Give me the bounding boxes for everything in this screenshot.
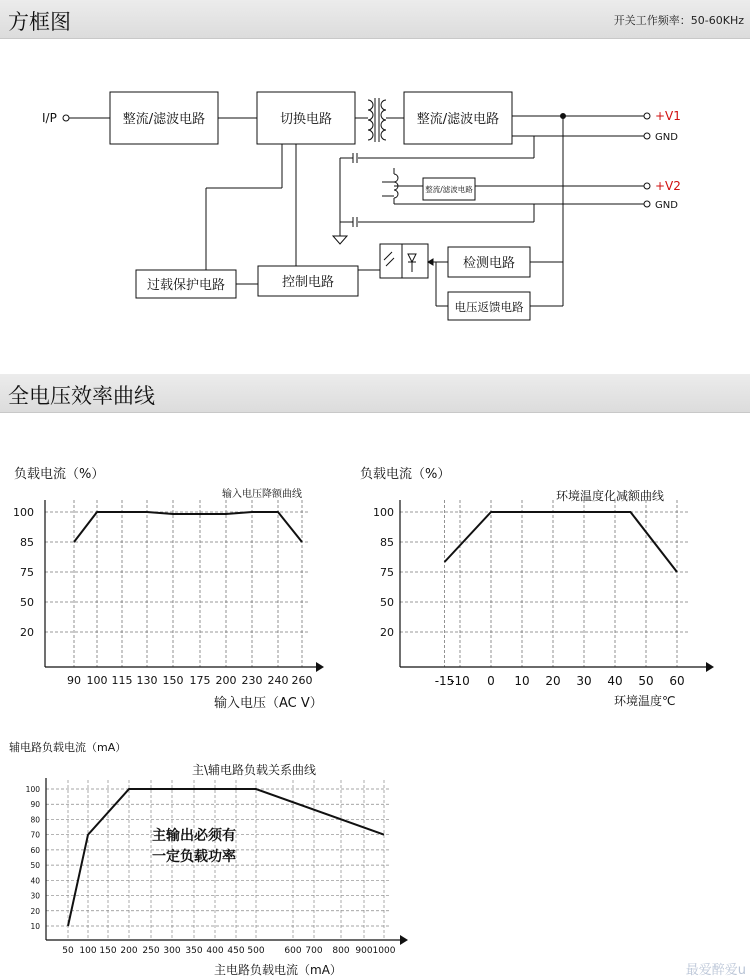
block-diagram <box>42 92 681 320</box>
chart-main-aux-load-relation <box>9 740 408 977</box>
chart3-annotation-line1: 主输出必须有 <box>152 828 236 844</box>
transformer-icon <box>368 98 386 142</box>
chart3-xtick: 150 <box>99 946 117 956</box>
chart3-xtick: 100 <box>79 946 97 956</box>
chart1-ytick: 100 <box>13 506 34 519</box>
chart3-annotation-line2: 一定负载功率 <box>152 849 236 865</box>
chart3-ytick: 80 <box>30 815 40 825</box>
chart1-xtick: 100 <box>86 674 108 687</box>
chart1-series-line <box>74 512 302 542</box>
chart3-xlabel: 主电路负载电流（mA） <box>214 963 342 977</box>
chart1-xtick: 240 <box>267 674 289 687</box>
chart2-ytick: 50 <box>380 596 394 609</box>
chart1-xlabel: 输入电压（AC V） <box>214 696 323 711</box>
chart3-xtick: 250 <box>142 946 160 956</box>
control-circuit-label: 控制电路 <box>281 275 335 290</box>
chart3-ytick: 60 <box>30 845 40 855</box>
chart2-xtick: 10 <box>514 674 530 688</box>
chart3-xtick: 800 <box>332 946 350 956</box>
frequency-note: 开关工作频率：50-60KHz <box>613 14 744 27</box>
chart2-xtick: 30 <box>576 674 592 688</box>
chart1-xtick: 260 <box>291 674 313 687</box>
chart2-xtick: 0 <box>487 674 495 688</box>
section-title: 全电压效率曲线 <box>8 384 155 408</box>
chart1-xtick: 90 <box>67 674 81 687</box>
output-gnd2-label: GND <box>655 200 678 211</box>
chart3-title: 主\辅电路负载关系曲线 <box>192 763 317 777</box>
chart3-xtick: 1000 <box>372 946 396 956</box>
switch-circuit-label: 切换电路 <box>279 112 333 127</box>
watermark: 最爱醉爱u <box>685 963 746 978</box>
detection-circuit-label: 检测电路 <box>462 256 516 271</box>
chart3-xtick: 450 <box>227 946 245 956</box>
chart1-ytick: 75 <box>20 566 34 579</box>
chart2-xtick: 50 <box>638 674 654 688</box>
chart3-ytick: 20 <box>30 906 40 916</box>
input-label: I/P <box>42 111 57 125</box>
chart3-ytick: 70 <box>30 830 40 840</box>
chart1-ytick: 20 <box>20 626 34 639</box>
output-v2-label: +V2 <box>655 179 681 193</box>
chart3-ytick: 90 <box>30 800 40 810</box>
rectifier-filter-label: 整流/滤波电路 <box>122 112 206 127</box>
chart3-xtick: 50 <box>62 946 74 956</box>
chart-input-voltage-derating <box>13 466 324 711</box>
chart2-ytick: 75 <box>380 566 394 579</box>
chart1-xtick: 230 <box>241 674 263 687</box>
rectifier-filter-label: 整流/滤波电路 <box>416 112 500 127</box>
chart3-xtick: 500 <box>247 946 265 956</box>
chart3-xtick: 350 <box>185 946 203 956</box>
output-gnd1-label: GND <box>655 132 678 143</box>
chart3-ytick: 30 <box>30 891 40 901</box>
chart1-xtick: 200 <box>215 674 237 687</box>
chart3-ytick: 100 <box>25 785 40 794</box>
chart2-xtick: -10 <box>450 674 470 688</box>
chart1-xtick: 130 <box>136 674 158 687</box>
chart2-ytick: 20 <box>380 626 394 639</box>
chart2-ylabel: 负载电流（%） <box>360 467 451 482</box>
chart2-xtick: 40 <box>607 674 623 688</box>
chart1-ylabel: 负载电流（%） <box>14 467 105 482</box>
chart2-ytick: 100 <box>373 506 394 519</box>
chart3-ytick: 10 <box>30 922 40 931</box>
rectifier-filter-label: 整流/滤波电路 <box>425 185 473 194</box>
overload-protection-label: 过载保护电路 <box>146 278 226 293</box>
chart2-title: 环境温度化减额曲线 <box>556 489 665 503</box>
chart3-xtick: 200 <box>120 946 138 956</box>
chart1-ytick: 85 <box>20 536 34 549</box>
output-v1-label: +V1 <box>655 109 681 123</box>
chart1-xtick: 175 <box>189 674 211 687</box>
chart2-xtick: 20 <box>545 674 561 688</box>
chart1-ytick: 50 <box>20 596 34 609</box>
chart3-xtick: 400 <box>206 946 224 956</box>
chart3-ytick: 50 <box>30 861 40 871</box>
chart3-xtick: 300 <box>163 946 181 956</box>
chart-ambient-temperature-derating <box>360 466 714 708</box>
chart1-title: 输入电压降额曲线 <box>222 489 302 500</box>
chart2-xlabel: 环境温度℃ <box>614 694 676 708</box>
chart1-xtick: 115 <box>111 674 133 687</box>
chart2-ytick: 85 <box>380 536 394 549</box>
chart2-xtick: -15 <box>434 674 455 688</box>
chart3-ytick: 40 <box>30 876 40 886</box>
optocoupler-icon <box>380 244 428 278</box>
chart1-xtick: 150 <box>162 674 184 687</box>
chart2-xtick: 60 <box>669 674 685 688</box>
voltage-feedback-label: 电压返馈电路 <box>454 300 524 314</box>
chart3-xtick: 700 <box>305 946 323 956</box>
chart3-xtick: 600 <box>284 946 302 956</box>
section-title: 方框图 <box>8 10 71 34</box>
chart3-ylabel: 辅电路负载电流（mA） <box>9 741 127 754</box>
chart3-xtick: 900 <box>355 946 373 956</box>
